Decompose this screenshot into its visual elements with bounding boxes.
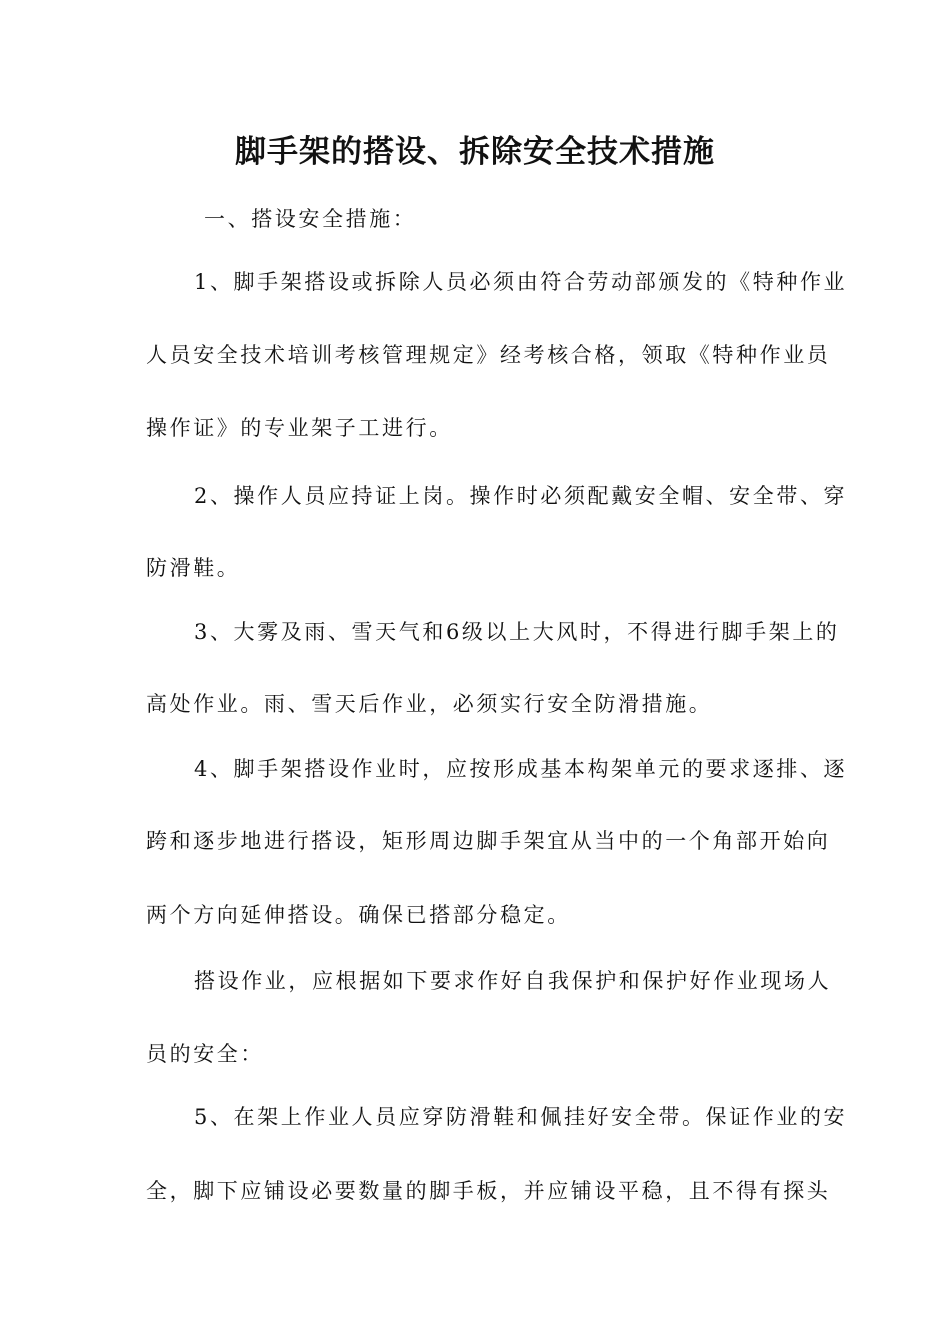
paragraph-line: 5、在架上作业人员应穿防滑鞋和佩挂好安全带。保证作业的安 [194,1105,848,1129]
paragraph-line: 两个方向延伸搭设。确保已搭部分稳定。 [146,903,571,927]
section-heading: 一、搭设安全措施： [204,207,417,231]
paragraph-line: 人员安全技术培训考核管理规定》经考核合格，领取《特种作业员 [146,343,831,367]
paragraph-line: 操作证》的专业架子工进行。 [146,416,453,440]
paragraph-line: 员的安全： [146,1042,264,1066]
document-title: 脚手架的搭设、拆除安全技术措施 [235,134,715,170]
paragraph-line: 全，脚下应铺设必要数量的脚手板，并应铺设平稳，且不得有探头 [146,1179,831,1203]
paragraph-line: 2、操作人员应持证上岗。操作时必须配戴安全帽、安全带、穿 [194,484,848,508]
paragraph-line: 搭设作业，应根据如下要求作好自我保护和保护好作业现场人 [194,969,832,993]
paragraph-line: 跨和逐步地进行搭设，矩形周边脚手架宜从当中的一个角部开始向 [146,829,831,853]
paragraph-line: 高处作业。雨、雪天后作业，必须实行安全防滑措施。 [146,692,713,716]
paragraph-line: 4、脚手架搭设作业时，应按形成基本构架单元的要求逐排、逐 [194,757,848,781]
paragraph-line: 防滑鞋。 [146,556,241,580]
paragraph-line: 1、脚手架搭设或拆除人员必须由符合劳动部颁发的《特种作业 [194,270,848,294]
paragraph-line: 3、大雾及雨、雪天气和6级以上大风时，不得进行脚手架上的 [194,620,840,644]
